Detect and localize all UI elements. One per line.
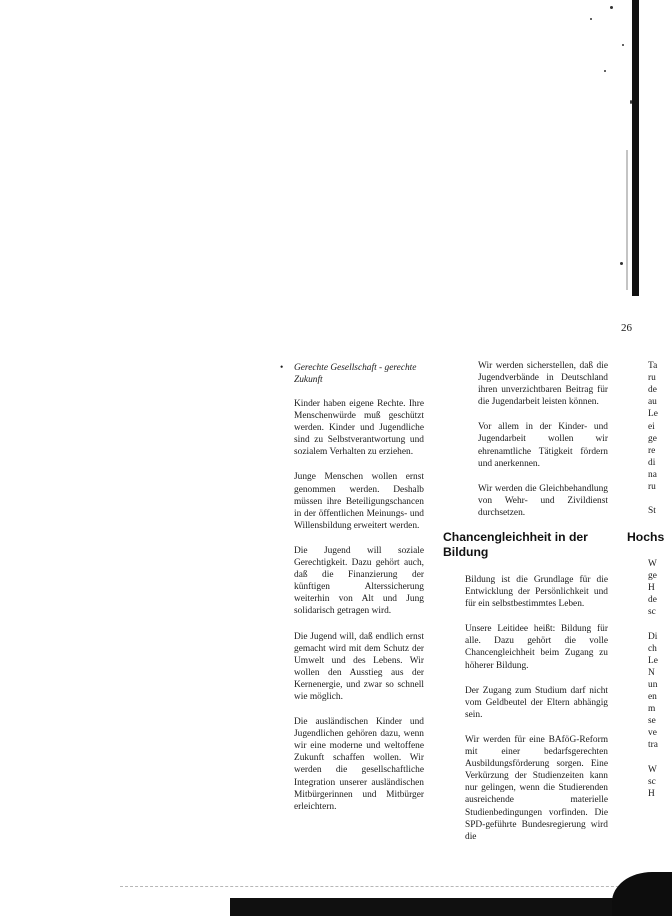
text-fragment: ge <box>648 571 657 582</box>
text-fragment: W <box>648 764 657 775</box>
scan-bottom-line <box>120 886 659 889</box>
text-fragment: m <box>648 704 656 715</box>
text-fragment: de <box>648 595 657 606</box>
text-fragment: au <box>648 397 657 408</box>
paragraph: Die Jugend will, daß endlich ernst gemacht wird mit dem Schutz der Umwelt und des Lebens. Wir wollen den Ausstieg aus der Kernenergie, und zwar so schnell wie möglich. <box>294 631 424 702</box>
text-fragment: H <box>648 583 655 594</box>
text-fragment: ge <box>648 433 657 444</box>
paragraph: Wir werden für eine BAföG-Reform mit einer bedarfsgerechten Ausbildungsförderung sorgen. Eine Verkürzung der Studienzeiten kann nur gelingen, wenn die Studierenden ausreichende materielle Studienbedingungen vorfinden. Die SPD-geführte Bundesregierung wird die <box>465 734 608 842</box>
text-fragment: ru <box>648 482 656 492</box>
text-fragment: St <box>648 506 656 517</box>
text-fragment: de <box>648 385 657 396</box>
scan-bottom-band <box>230 898 659 916</box>
paragraph: Der Zugang zum Studium darf nicht vom Geldbeutel der Eltern abhängig sein. <box>465 685 608 720</box>
left-column <box>294 398 424 826</box>
scan-speck <box>604 70 606 72</box>
paragraph: Vor allem in der Kinder- und Jugendarbeit wollen wir ehrenamtliche Tätigkeit fördern und anerkennen. <box>478 422 608 469</box>
middle-column-bottom <box>465 574 608 856</box>
middle-column-top <box>478 360 608 532</box>
text-fragment: se <box>648 716 656 727</box>
text-fragment: re <box>648 445 656 456</box>
scan-speck <box>620 262 623 265</box>
text-fragment: un <box>648 679 658 690</box>
scan-corner-shadow <box>612 872 672 916</box>
scan-edge-shadow <box>632 0 639 296</box>
text-fragment: di <box>648 457 656 468</box>
scan-speck <box>590 18 592 20</box>
scan-speck <box>622 44 624 46</box>
paragraph: Unsere Leitidee heißt: Bildung für alle. Dazu gehört die volle Chancengleichheit beim Zugang zu höherer Bildung. <box>465 624 608 671</box>
bullet-heading-text: Gerechte Gesellschaft - gerechte Zukunft <box>294 363 417 385</box>
text-fragment: H <box>648 788 655 799</box>
text-fragment: na <box>648 469 657 480</box>
right-section-heading-fragment: Hochs <box>627 530 665 544</box>
bullet-marker: • <box>280 363 284 373</box>
scan-edge-streak <box>626 150 628 290</box>
text-fragment: sc <box>648 607 656 618</box>
text-fragment: ch <box>648 643 657 654</box>
scan-speck <box>610 6 613 9</box>
page-number: 26 <box>621 322 632 334</box>
section-heading: Chancengleichheit in der Bildung <box>443 530 588 559</box>
text-fragment: Le <box>648 409 658 420</box>
paragraph: Die ausländischen Kinder und Jugendlichen gehören dazu, wenn wir eine moderne und weltoffene Zukunft schaffen wollen. Wir werden die gesellschaftliche Integration unserer ausländischen Mitbürgerinnen und Mitbürger erleichtern. <box>294 717 424 812</box>
text-fragment: N <box>648 667 655 678</box>
text-fragment: ve <box>648 728 657 739</box>
text-fragment: ru <box>648 373 656 384</box>
paragraph: Bildung ist die Grundlage für die Entwicklung der Persönlichkeit und für ein selbstbestimmtes Leben. <box>465 575 608 610</box>
text-fragment: Ta <box>648 361 658 371</box>
paragraph: Junge Menschen wollen ernst genommen werden. Deshalb müssen ihre Beteiligungschancen in der öffentlichen Meinungs- und Willensbildung erweitert werden. <box>294 472 424 531</box>
text-fragment: Di <box>648 631 658 642</box>
paragraph: Kinder haben eigene Rechte. Ihre Menschenwürde muß geschützt werden. Kinder und Jugendliche sind zu Selbstverantwortung und sozialem Verhalten zu erziehen. <box>294 399 424 458</box>
bullet-heading <box>280 362 424 386</box>
text-fragment: Le <box>648 655 658 666</box>
scan-bottom-edge <box>120 880 659 916</box>
text-fragment: W <box>648 559 657 569</box>
paragraph: Wir werden die Gleichbehandlung von Wehr- und Zivildienst durchsetzen. <box>478 483 608 518</box>
text-fragment: en <box>648 692 657 702</box>
text-fragment: ei <box>648 421 655 432</box>
paragraph: Die Jugend will soziale Gerechtigkeit. Dazu gehört auch, daß die Finanzierung der künftigen Alterssicherung weiterhin von Alt und Jung solidarisch getragen wird. <box>294 545 424 617</box>
text-fragment: sc <box>648 776 656 787</box>
scan-speck <box>630 100 632 104</box>
text-fragment: tra <box>648 740 658 751</box>
paragraph: Wir werden sicherstellen, daß die Jugendverbände in Deutschland ihren unverzichtbaren Beitrag für die Jugendarbeit leisten können. <box>478 361 608 408</box>
